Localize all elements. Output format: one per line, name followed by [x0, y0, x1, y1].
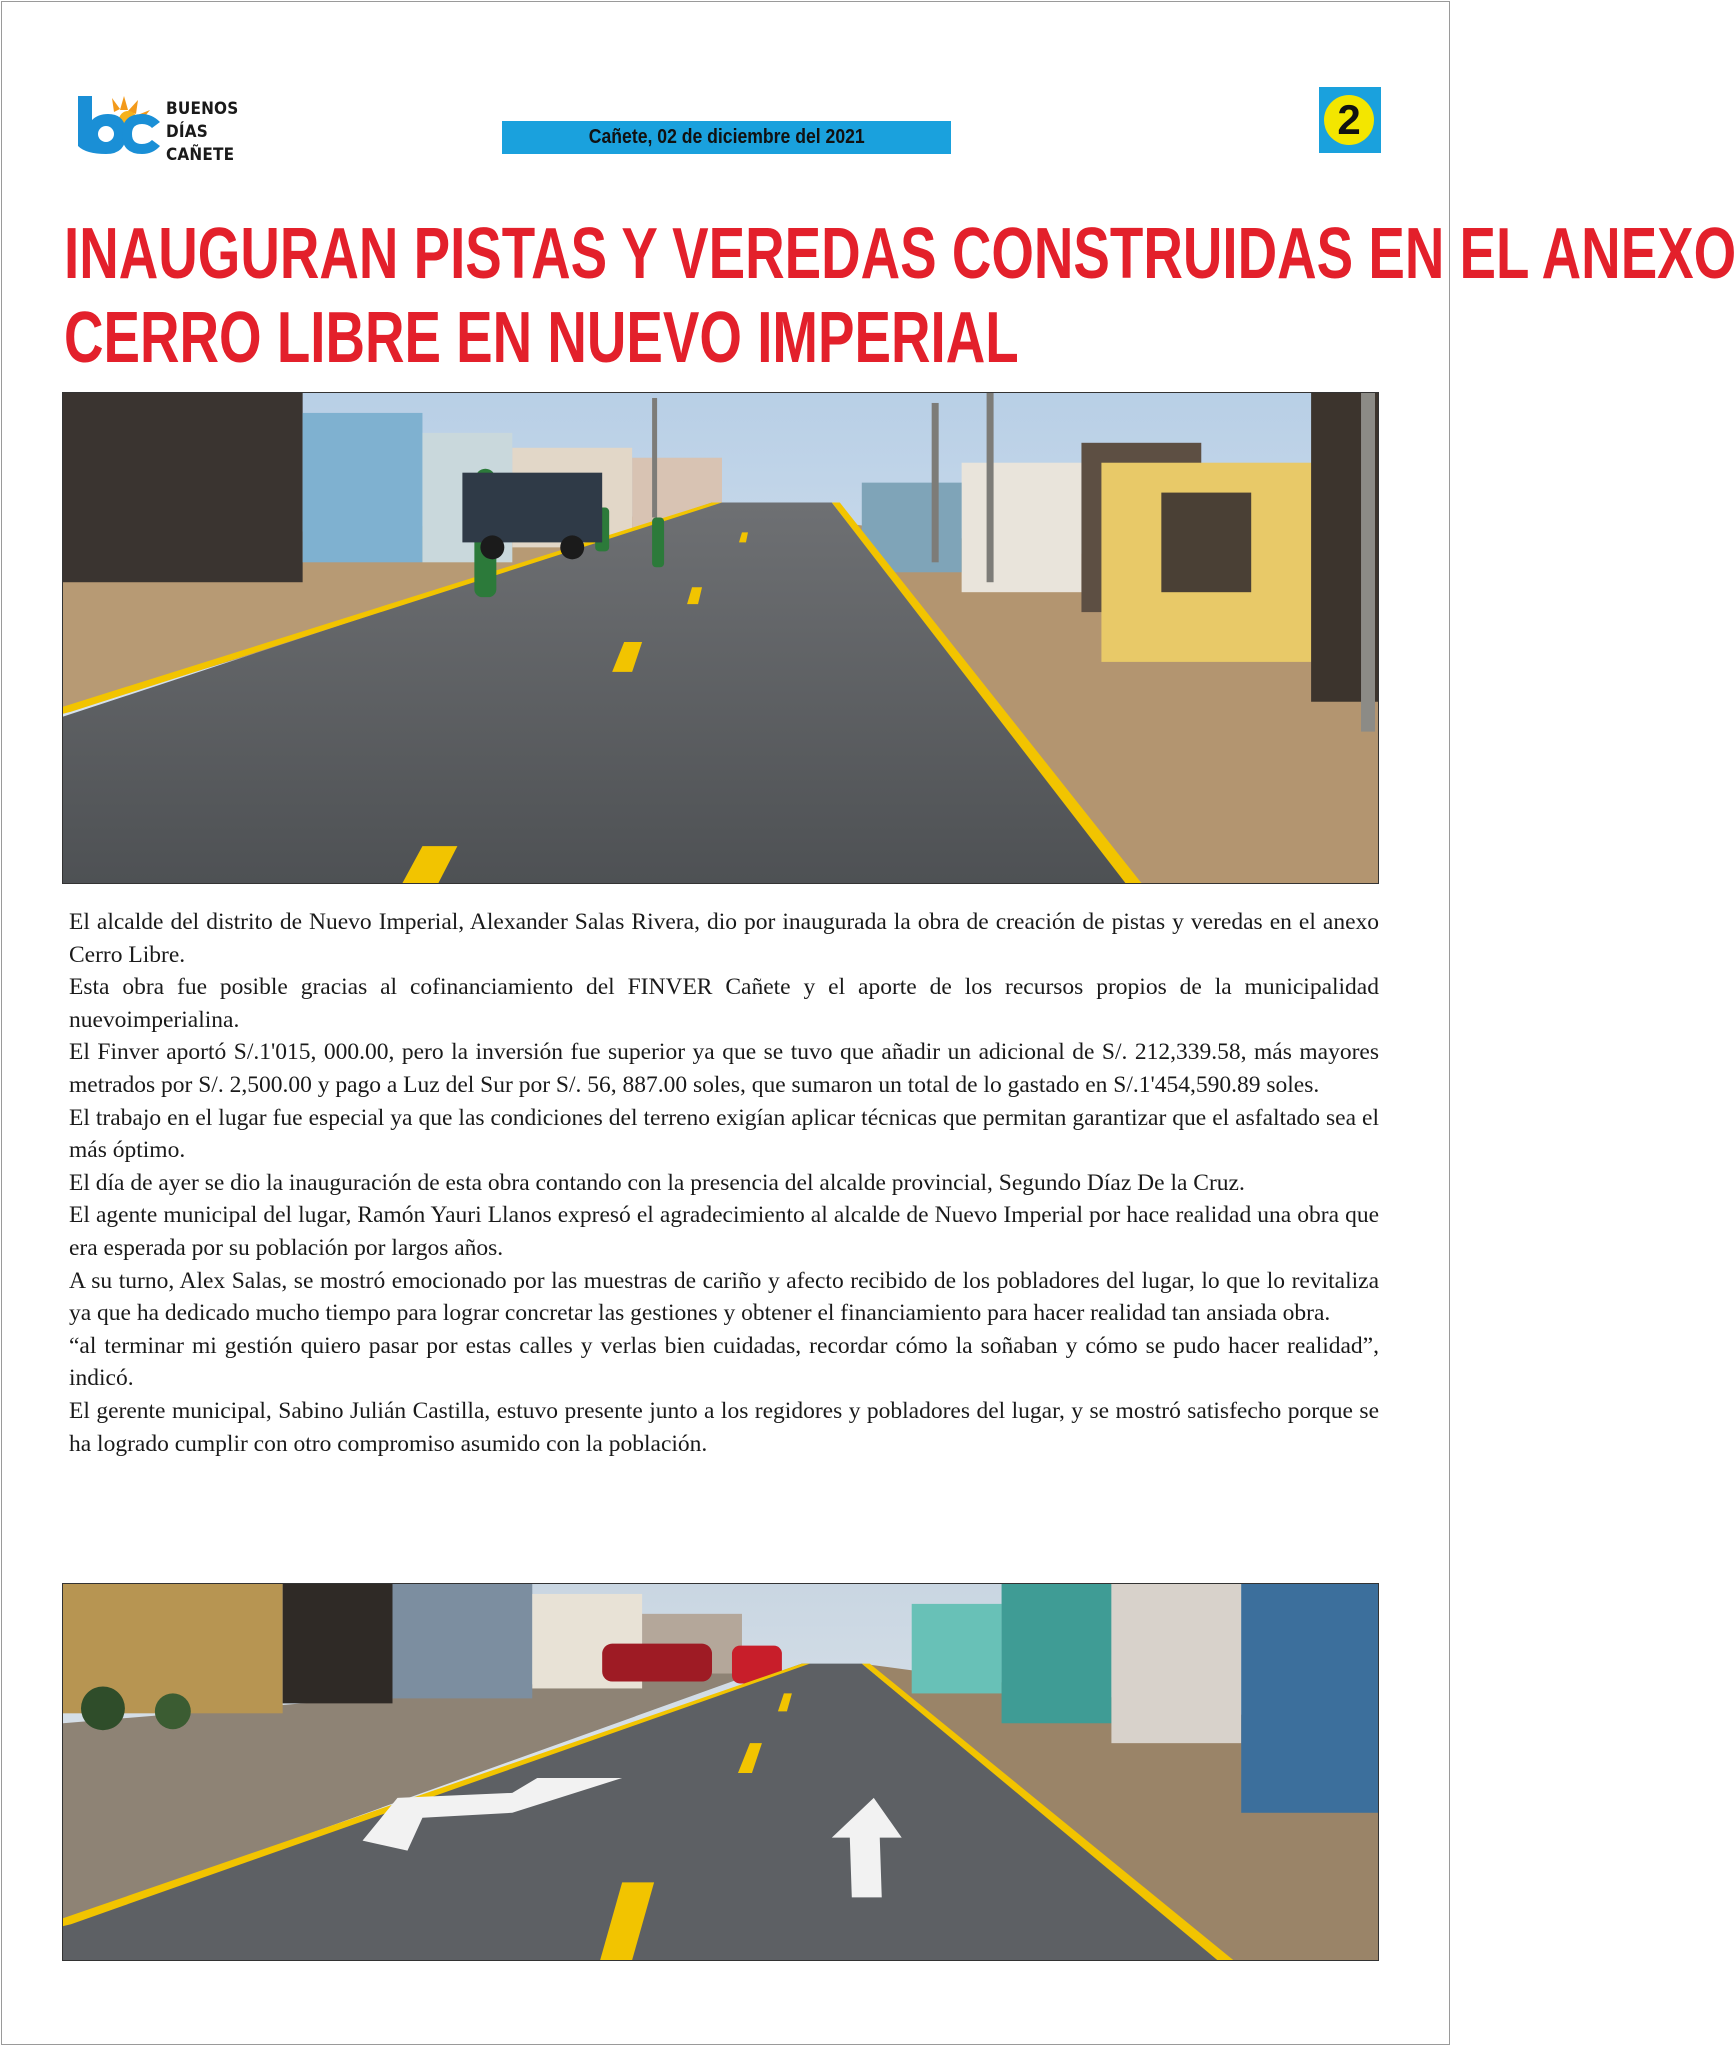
date-bar: [502, 121, 951, 154]
headline: [64, 212, 1736, 380]
article-paragraph: “al terminar mi gestión quiero pasar por estas calles y verlas bien cuidadas, recordar cómo la soñaban y cómo se pudo hacer realidad”, indicó.: [69, 1332, 1379, 1392]
issue-date: Cañete, 02 de diciembre del 2021: [588, 126, 865, 148]
page-number-badge: [1319, 87, 1381, 153]
masthead-logo[interactable]: [70, 92, 290, 165]
article-paragraph: Esta obra fue posible gracias al cofinanciamiento del FINVER Cañete y el aporte de los recursos propios de la municipalidad nuevoimperialina.: [69, 974, 1379, 1033]
photo-road-workers: [62, 392, 1379, 884]
bdc-logo-icon: [70, 92, 162, 158]
logo-line-1: BUENOS: [166, 99, 239, 119]
logo-line-2: DÍAS CAÑETE: [166, 122, 235, 165]
article-paragraph: El trabajo en el lugar fue especial ya que las condiciones del terreno exigían aplicar técnicas que permitan garantizar que el asfaltado sea el más óptimo.: [69, 1104, 1379, 1164]
article-paragraph: El alcalde del distrito de Nuevo Imperial, Alexander Salas Rivera, dio por inaugurada la obra de creación de pistas y veredas en el anexo Cerro Libre.: [69, 909, 1379, 968]
article-paragraph: El día de ayer se dio la inauguración de esta obra contando con la presencia del alcalde provincial, Segundo Díaz De la Cruz.: [69, 1169, 1245, 1196]
page-number: 2: [1324, 95, 1374, 145]
article-paragraph: A su turno, Alex Salas, se mostró emocionado por las muestras de cariño y afecto recibido de los pobladores del lugar, lo que lo revitaliza ya que ha dedicado mucho tiempo para lograr concretar las gestiones y obtener el financiamiento para hacer realidad tan ansiada obra.: [69, 1267, 1379, 1327]
headline-line-1: INAUGURAN PISTAS Y VEREDAS CONSTRUIDAS EN EL ANEXO: [64, 214, 1736, 294]
photo-road-arrows: [62, 1583, 1379, 1961]
article-paragraph: El gerente municipal, Sabino Julián Castilla, estuvo presente junto a los regidores y pobladores del lugar, y se mostró satisfecho porque se ha logrado cumplir con otro compromiso asumido con la población.: [69, 1397, 1379, 1457]
headline-line-2: CERRO LIBRE EN NUEVO IMPERIAL: [64, 298, 1019, 378]
logo-text: [166, 98, 278, 167]
article-paragraph: El agente municipal del lugar, Ramón Yauri Llanos expresó el agradecimiento al alcalde de Nuevo Imperial por hace realidad una obra que era esperada por su población por largos años.: [69, 1202, 1379, 1261]
article-body: [69, 906, 1379, 1460]
article-paragraph: El Finver aportó S/.1'015, 000.00, pero la inversión fue superior ya que se tuvo que añadir un adicional de S/. 212,339.58, más mayores metrados por S/. 2,500.00 y pago a Luz del Sur por S/. 56, 887.00 soles, que sumaron un total de lo gastado en S/.1'454,590.89 soles.: [69, 1039, 1379, 1098]
